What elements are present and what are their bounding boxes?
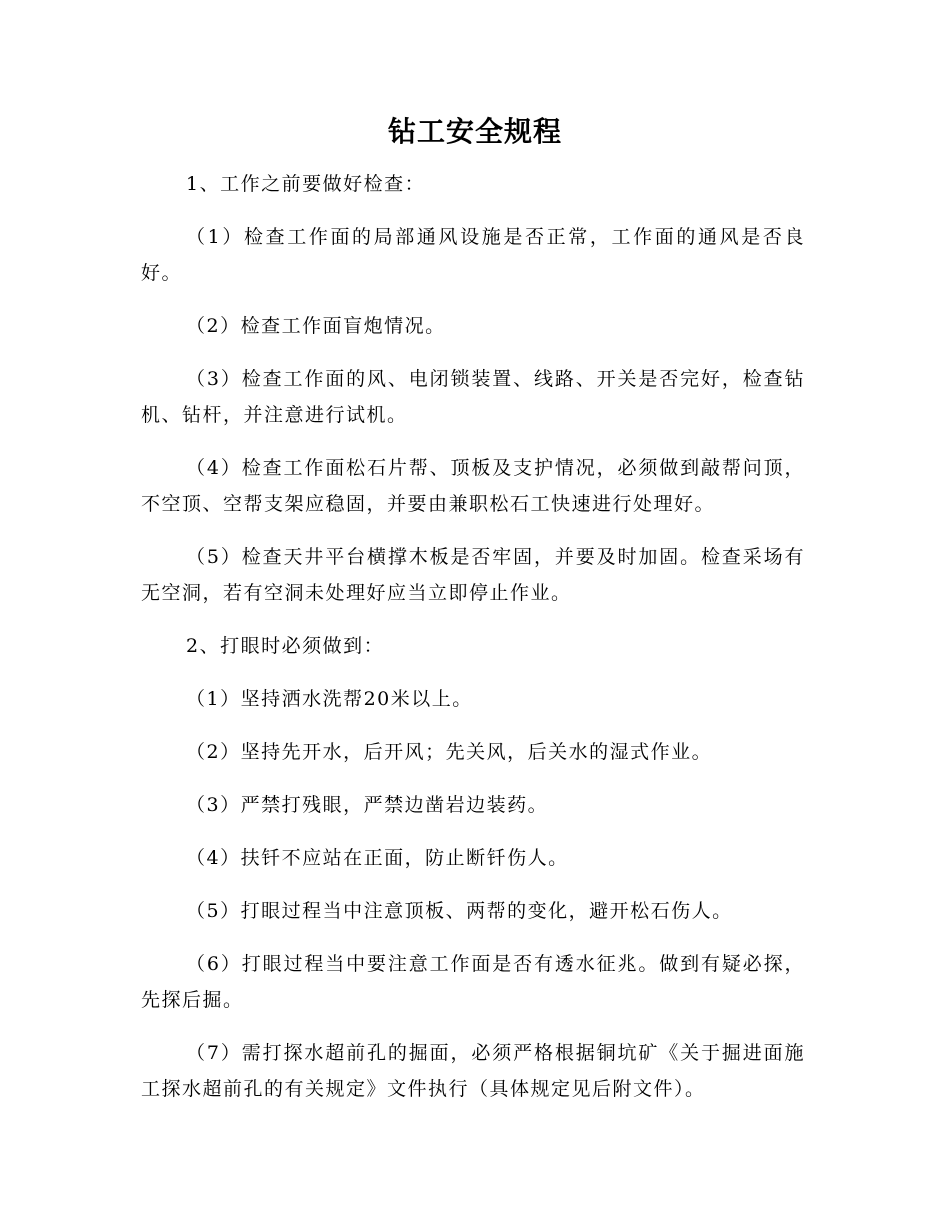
- list-item: （5）检查天井平台横撑木板是否牢固，并要及时加固。检查采场有无空洞，若有空洞未处理好应当立即停止作业。: [141, 546, 805, 604]
- list-item: （5）打眼过程当中注意顶板、两帮的变化，避开松石伤人。: [186, 900, 733, 922]
- list-item: （3）检查工作面的风、电闭锁装置、线路、开关是否完好，检查钻机、钻杆，并注意进行试机。: [141, 368, 805, 426]
- list-item: （7）需打探水超前孔的掘面，必须严格根据铜坑矿《关于掘进面施工探水超前孔的有关规定》文件执行（具体规定见后附文件）。: [141, 1042, 805, 1100]
- document-body: [141, 166, 805, 1124]
- list-item: （1）检查工作面的局部通风设施是否正常，工作面的通风是否良好。: [141, 226, 805, 284]
- list-item: （6）打眼过程当中要注意工作面是否有透水征兆。做到有疑必探，先探后掘。: [141, 953, 805, 1011]
- document-title: 钻工安全规程: [387, 115, 562, 148]
- list-item: （2）检查工作面盲炮情况。: [186, 315, 446, 337]
- list-item: （4）扶钎不应站在正面，防止断钎伤人。: [186, 847, 569, 869]
- list-item: （4）检查工作面松石片帮、顶板及支护情况，必须做到敲帮问顶，不空顶、空帮支架应稳固，并要由兼职松石工快速进行处理好。: [141, 457, 805, 515]
- section-heading-1: 1、工作之前要做好检查：: [186, 173, 426, 195]
- list-item: （1）坚持洒水洗帮20米以上。: [186, 688, 473, 710]
- list-item: （3）严禁打残眼，严禁边凿岩边装药。: [186, 794, 549, 816]
- section-heading-2: 2、打眼时必须做到：: [186, 635, 385, 657]
- list-item: （2）坚持先开水，后开风；先关风，后关水的湿式作业。: [186, 741, 713, 763]
